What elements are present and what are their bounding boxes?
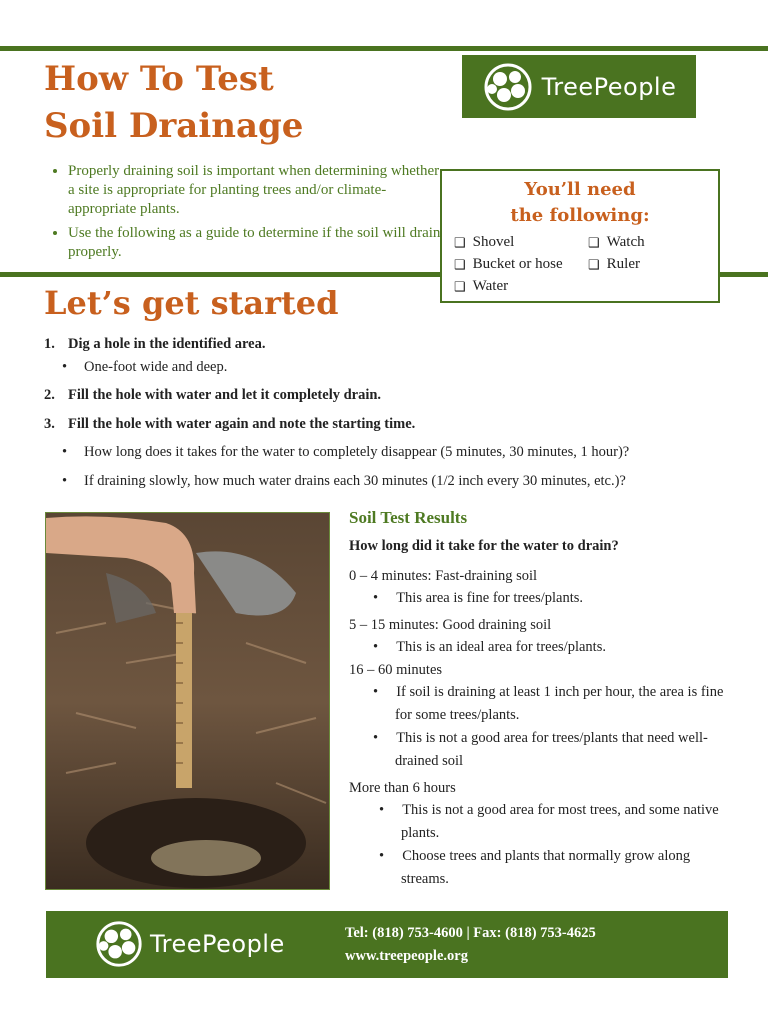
- checkbox-icon: ❑: [454, 278, 466, 294]
- supply-bucket: [454, 256, 588, 273]
- result-text: If soil is draining at least 1 inch per hour, the area is fine for some trees/plants.: [395, 684, 724, 723]
- supply-label: Water: [472, 278, 509, 294]
- results-section: [349, 508, 739, 891]
- website-link[interactable]: www.treepeople.org: [345, 948, 468, 964]
- results-title: Soil Test Results: [349, 508, 468, 527]
- top-rule: [0, 46, 768, 51]
- page-title: [44, 56, 303, 150]
- supply-label: Watch: [606, 234, 645, 250]
- checkbox-icon: ❑: [454, 256, 466, 272]
- supplies-title-line-2: the following:: [510, 205, 650, 226]
- result-text: Choose trees and plants that normally grow along streams.: [401, 848, 691, 887]
- checkbox-icon: ❑: [454, 234, 466, 250]
- result-category-4-bullet-1: • This is not a good area for most trees, and some native plants.: [379, 802, 719, 841]
- supplies-title: [442, 177, 718, 229]
- supply-water: [454, 278, 588, 295]
- title-line-1: How To Test: [44, 59, 274, 99]
- step-2-text: Fill the hole with water and let it completely drain.: [68, 387, 382, 403]
- supplies-box: [440, 169, 720, 303]
- result-category-1: 0 – 4 minutes: Fast-draining soil: [349, 568, 538, 584]
- checkbox-icon: ❑: [588, 234, 600, 250]
- supply-label: Shovel: [472, 234, 515, 250]
- result-category-4-bullet-2: • Choose trees and plants that normally grow along streams.: [379, 848, 691, 887]
- footer-contact: [345, 922, 596, 968]
- header-logo: [462, 55, 696, 118]
- result-text: This is not a good area for most trees, and some native plants.: [401, 802, 719, 841]
- step-3-sub-2-text: If draining slowly, how much water drains each 30 minutes (1/2 inch every 30 minutes, etc.)?: [84, 473, 626, 489]
- step-3: 3. Fill the hole with water again and note the starting time.: [44, 416, 416, 432]
- logo-text: TreePeople: [541, 72, 677, 101]
- result-text: This is not a good area for trees/plants that need well-drained soil: [395, 730, 708, 769]
- intro-bullet-2: • Use the following as a guide to determine if the soil will drain properly.: [68, 224, 448, 262]
- section-heading: Let’s get started: [44, 284, 339, 322]
- treepeople-logo-icon: [94, 919, 144, 969]
- result-category-4: More than 6 hours: [349, 780, 456, 796]
- supplies-title-line-1: You’ll need: [524, 179, 636, 200]
- result-text: This is an ideal area for trees/plants.: [396, 639, 606, 655]
- result-category-3-bullet-1: • If soil is draining at least 1 inch per hour, the area is fine for some trees/plants.: [373, 684, 724, 723]
- result-category-1-bullet-1: • This area is fine for trees/plants.: [373, 590, 584, 606]
- footer-logo: [94, 919, 285, 969]
- supply-shovel: [454, 234, 588, 251]
- soil-test-photo: [45, 512, 330, 890]
- step-1-sub: • One-foot wide and deep.: [62, 359, 228, 375]
- supply-ruler: [588, 256, 708, 273]
- contact-phone-fax: Tel: (818) 753-4600 | Fax: (818) 753-4625: [345, 925, 596, 941]
- step-3-text: Fill the hole with water again and note the starting time.: [68, 416, 416, 432]
- intro-list: [44, 162, 448, 267]
- result-category-2-bullet-1: • This is an ideal area for trees/plants.: [373, 639, 606, 655]
- supplies-list: [454, 234, 718, 295]
- result-category-2: 5 – 15 minutes: Good draining soil: [349, 617, 552, 633]
- step-1-sub-text: One-foot wide and deep.: [84, 359, 228, 375]
- soil-photo-illustration: [46, 513, 330, 890]
- step-3-sub-1: • How long does it takes for the water to completely disappear (5 minutes, 30 minutes, 1 hour)?: [62, 444, 630, 460]
- step-2: 2. Fill the hole with water and let it completely drain.: [44, 387, 382, 403]
- supply-label: Ruler: [606, 256, 640, 272]
- result-category-3: 16 – 60 minutes: [349, 662, 443, 678]
- step-1-text: Dig a hole in the identified area.: [68, 336, 266, 352]
- supply-label: Bucket or hose: [472, 256, 563, 272]
- intro-bullet-1: • Properly draining soil is important when determining whether a site is appropriate for planting trees and/or climate-appropriate plants.: [68, 162, 448, 219]
- treepeople-logo-icon: [482, 61, 534, 113]
- step-3-sub-2: • If draining slowly, how much water drains each 30 minutes (1/2 inch every 30 minutes, etc.)?: [62, 473, 626, 489]
- step-3-sub-1-text: How long does it takes for the water to completely disappear (5 minutes, 30 minutes, 1 hour)?: [84, 444, 630, 460]
- footer-bar: [46, 911, 728, 978]
- step-1: 1. Dig a hole in the identified area.: [44, 336, 266, 352]
- results-question: How long did it take for the water to drain?: [349, 538, 619, 554]
- result-text: This area is fine for trees/plants.: [396, 590, 584, 606]
- footer-logo-text: TreePeople: [150, 930, 285, 958]
- checkbox-icon: ❑: [588, 256, 600, 272]
- title-line-2: Soil Drainage: [44, 106, 304, 146]
- supply-watch: [588, 234, 708, 251]
- result-category-3-bullet-2: • This is not a good area for trees/plants that need well-drained soil: [373, 730, 708, 769]
